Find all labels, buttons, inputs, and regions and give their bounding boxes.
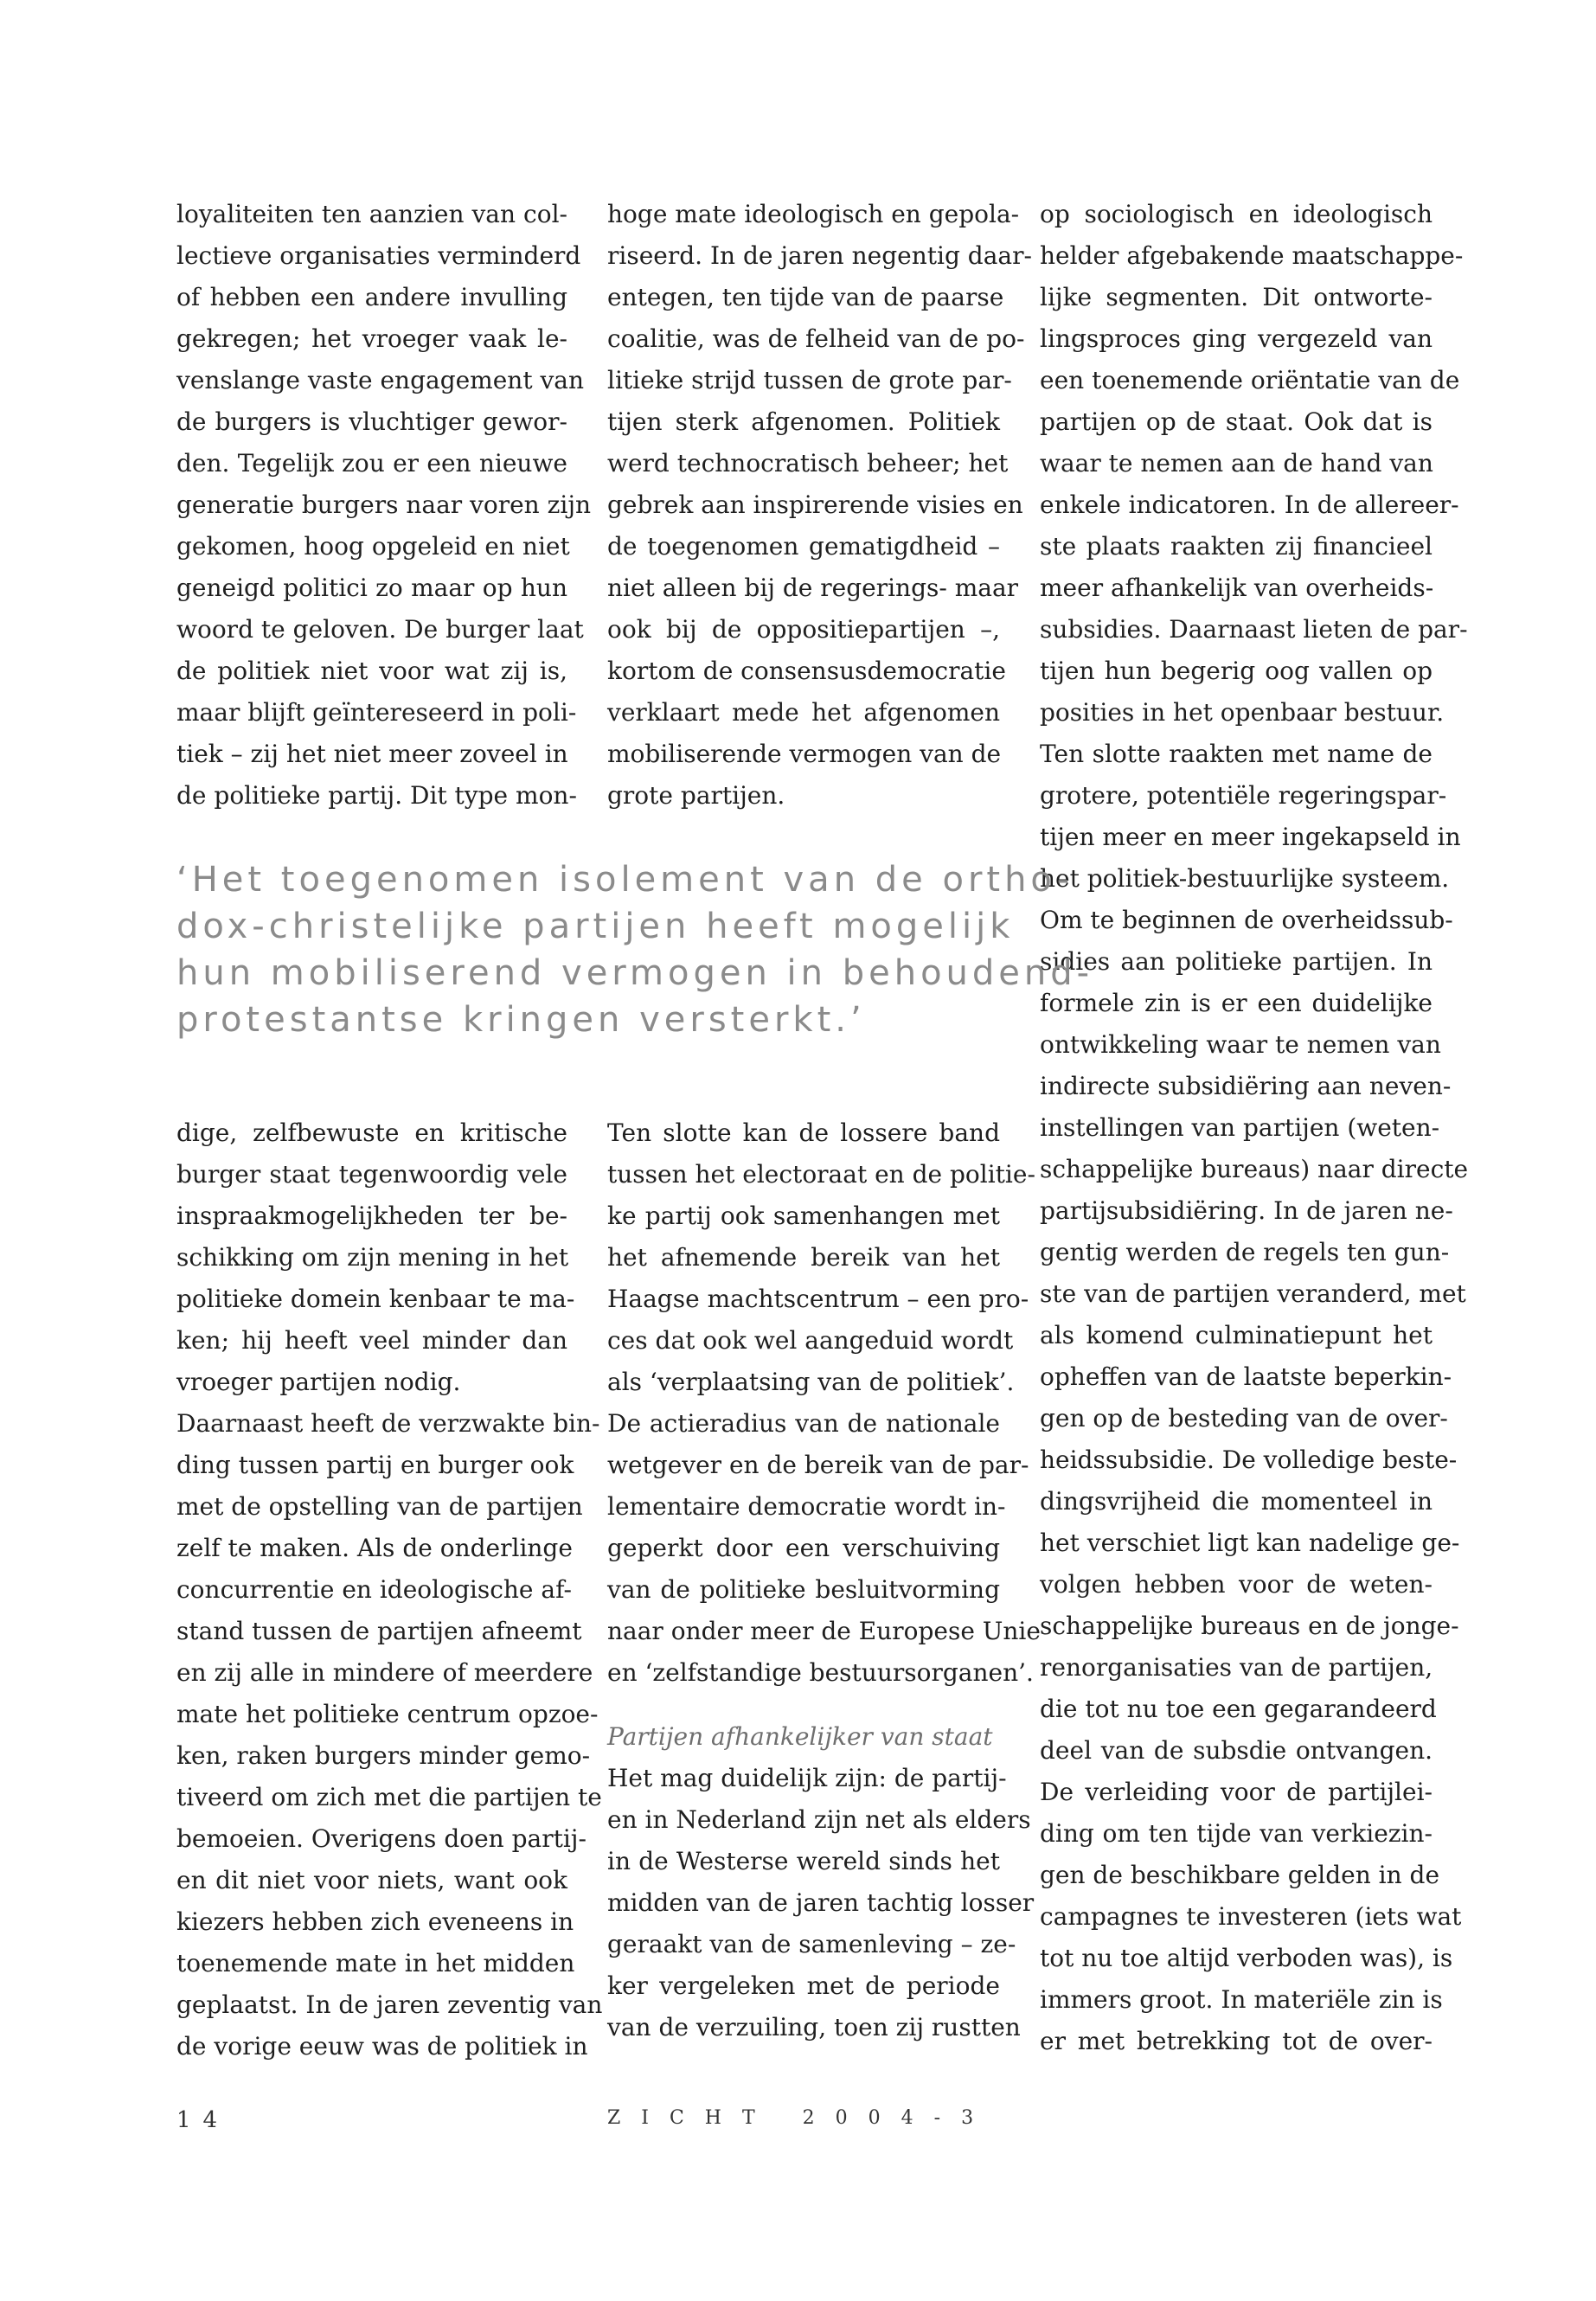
text-line: Ten slotte kan de lossere band [607, 1118, 1000, 1147]
text-line: geraakt van de samenleving – ze- [607, 1930, 1016, 1958]
text-line: ker vergeleken met de periode [607, 1971, 1000, 2000]
text-line: geperkt door een verschuiving [607, 1534, 1000, 1562]
text-line: tiek – zij het niet meer zoveel in [176, 740, 568, 768]
text-line: tiveerd om zich met die partijen te [176, 1783, 602, 1811]
text-line: posities in het openbaar bestuur. [1040, 698, 1445, 727]
text-line: campagnes te investeren (iets wat [1040, 1902, 1462, 1931]
text-line: geplaatst. In de jaren zeventig van [176, 1990, 603, 2019]
text-line: burger staat tegenwoordig vele [176, 1160, 567, 1189]
text-line: hoge mate ideologisch en gepola- [607, 200, 1020, 228]
text-line: venslange vaste engagement van [176, 366, 585, 394]
text-line: tijen hun begerig oog vallen op [1040, 657, 1433, 685]
text-line: concurrentie en ideologische af- [176, 1575, 572, 1604]
text-line: gentig werden de regels ten gun- [1040, 1238, 1450, 1266]
text-line: kiezers hebben zich eveneens in [176, 1907, 574, 1936]
text-line: ding om ten tijde van verkiezin- [1040, 1819, 1433, 1848]
text-line: in de Westerse wereld sinds het [607, 1847, 1000, 1875]
text-line: dige, zelfbewuste en kritische [176, 1118, 567, 1147]
text-line: ste van de partijen veranderd, met [1040, 1279, 1466, 1308]
text-line: gekregen; het vroeger vaak le- [176, 324, 567, 353]
text-line: inspraakmogelijkheden ter be- [176, 1202, 567, 1230]
column-2-bottom-section [607, 1758, 1035, 2048]
text-line: lingsproces ging vergezeld van [1040, 324, 1433, 353]
text-line: geneigd politici zo maar op hun [176, 574, 567, 602]
text-line: partijsubsidiëring. In de jaren ne- [1040, 1196, 1453, 1225]
text-line: volgen hebben voor de weten- [1040, 1570, 1433, 1599]
pull-quote-line: hun mobiliserend vermogen in behoudend- [176, 953, 1094, 993]
text-line: partijen op de staat. Ook dat is [1040, 407, 1433, 436]
text-line: riseerd. In de jaren negentig daar- [607, 241, 1032, 270]
text-line: tijen sterk afgenomen. Politiek [607, 407, 1000, 436]
text-line: een toenemende oriëntatie van de [1040, 366, 1460, 394]
section-subheading: Partijen afhankelijker van staat [607, 1722, 993, 1751]
text-line: grotere, potentiële regeringspar- [1040, 781, 1447, 810]
text-line: den. Tegelijk zou er een nieuwe [176, 449, 567, 478]
text-line: tijen meer en meer ingekapseld in [1040, 823, 1461, 851]
text-line: gebrek aan inspirerende visies en [607, 490, 1023, 519]
text-line: coalitie, was de felheid van de po- [607, 324, 1025, 353]
text-line: en dit niet voor niets, want ook [176, 1866, 567, 1894]
text-line: de politiek niet voor wat zij is, [176, 657, 567, 685]
text-line: mate het politieke centrum opzoe- [176, 1700, 599, 1728]
text-line: mobiliserende vermogen van de [607, 740, 1002, 768]
text-line: de vorige eeuw was de politiek in [176, 2032, 588, 2061]
text-line: Haagse machtscentrum – een pro- [607, 1285, 1029, 1313]
text-line: gekomen, hoog opgeleid en niet [176, 532, 570, 561]
text-line: grote partijen. [607, 781, 785, 810]
pull-quote-line: protestantse kringen versterkt.’ [176, 1000, 866, 1040]
text-line: er met betrekking tot de over- [1040, 2027, 1433, 2055]
column-1-bottom [176, 1112, 603, 2067]
text-line: Daarnaast heeft de verzwakte bin- [176, 1409, 600, 1438]
text-line: schappelijke bureaus) naar directe [1040, 1155, 1469, 1183]
text-line: Het mag duidelijk zijn: de partij- [607, 1764, 1007, 1792]
text-line: de burgers is vluchtiger gewor- [176, 407, 567, 436]
text-line: verklaart mede het afgenomen [607, 698, 1000, 727]
text-line: het politiek-bestuurlijke systeem. [1040, 864, 1450, 893]
text-line: gen de beschikbare gelden in de [1040, 1861, 1440, 1889]
text-line: generatie burgers naar voren zijn [176, 490, 592, 519]
text-line: of hebben een andere invulling [176, 283, 567, 311]
text-line: renorganisaties van de partijen, [1040, 1653, 1433, 1682]
text-line: het afnemende bereik van het [607, 1243, 1000, 1272]
column-2-bottom-paragraph [607, 1112, 1041, 1694]
text-line: schappelijke bureaus en de jonge- [1040, 1612, 1459, 1640]
text-line: ken; hij heeft veel minder dan [176, 1326, 567, 1355]
text-line: ken, raken burgers minder gemo- [176, 1741, 591, 1770]
text-line: ste plaats raakten zij financieel [1040, 532, 1433, 561]
text-line: gen op de besteding van de over- [1040, 1404, 1448, 1433]
pull-quote-line: ‘Het toegenomen isolement van de ortho- [176, 860, 1074, 900]
text-line: en ‘zelfstandige bestuursorganen’. [607, 1658, 1034, 1687]
text-line: als ‘verplaatsing van de politiek’. [607, 1368, 1015, 1396]
text-line: De actieradius van de nationale [607, 1409, 1000, 1438]
text-line: als komend culminatiepunt het [1040, 1321, 1433, 1349]
text-line: naar onder meer de Europese Unie [607, 1617, 1041, 1645]
text-line: lementaire democratie wordt in- [607, 1492, 1006, 1521]
text-line: van de verzuiling, toen zij rustten [607, 2013, 1021, 2041]
text-line: lectieve organisaties verminderd [176, 241, 581, 270]
text-line: De verleiding voor de partijlei- [1040, 1778, 1433, 1806]
text-line: ces dat ook wel aangeduid wordt [607, 1326, 1014, 1355]
text-line: opheffen van de laatste beperkin- [1040, 1362, 1452, 1391]
text-line: formele zin is er een duidelijke [1040, 989, 1433, 1017]
text-line: de toegenomen gematigdheid – [607, 532, 1000, 561]
text-line: ke partij ook samenhangen met [607, 1202, 1000, 1230]
text-line: en zij alle in mindere of meerdere [176, 1658, 593, 1687]
text-line: Ten slotte raakten met name de [1040, 740, 1433, 768]
text-line: deel van de subsdie ontvangen. [1040, 1736, 1433, 1765]
text-line: midden van de jaren tachtig losser [607, 1888, 1035, 1917]
text-line: immers groot. In materiële zin is [1040, 1985, 1443, 2014]
text-line: Om te beginnen de overheidssub- [1040, 906, 1453, 934]
text-line: meer afhankelijk van overheids- [1040, 574, 1434, 602]
column-1-top [176, 194, 592, 817]
pull-quote-line: dox-christelijke partijen heeft mogelijk [176, 907, 1015, 946]
text-line: werd technocratisch beheer; het [607, 449, 1009, 478]
text-line: met de opstelling van de partijen [176, 1492, 583, 1521]
text-line: tot nu toe altijd verboden was), is [1040, 1944, 1453, 1972]
text-line: loyaliteiten ten aanzien van col- [176, 200, 567, 228]
text-line: van de politieke besluitvorming [607, 1575, 1000, 1604]
text-line: de politieke partij. Dit type mon- [176, 781, 577, 810]
text-line: het verschiet ligt kan nadelige ge- [1040, 1529, 1460, 1557]
text-line: enkele indicatoren. In de allereer- [1040, 490, 1459, 519]
text-line: litieke strijd tussen de grote par- [607, 366, 1012, 394]
text-line: zelf te maken. Als de onderlinge [176, 1534, 573, 1562]
text-line: subsidies. Daarnaast lieten de par- [1040, 615, 1468, 644]
text-line: maar blijft geïntereseerd in poli- [176, 698, 577, 727]
text-line: vroeger partijen nodig. [176, 1368, 461, 1396]
text-line: dingsvrijheid die momenteel in [1040, 1487, 1433, 1516]
text-line: stand tussen de partijen afneemt [176, 1617, 582, 1645]
text-line: bemoeien. Overigens doen partij- [176, 1824, 586, 1853]
text-line: ook bij de oppositiepartijen –, [607, 615, 1000, 644]
column-3 [1040, 194, 1469, 2062]
text-line: sidies aan politieke partijen. In [1040, 947, 1433, 976]
pull-quote [176, 856, 1094, 1043]
text-line: ding tussen partij en burger ook [176, 1451, 574, 1479]
text-line: indirecte subsidiëring aan neven- [1040, 1072, 1452, 1100]
text-line: entegen, ten tijde van de paarse [607, 283, 1004, 311]
text-line: op sociologisch en ideologisch [1040, 200, 1433, 228]
text-line: en in Nederland zijn net als elders [607, 1805, 1031, 1834]
text-line: toenemende mate in het midden [176, 1949, 575, 1977]
text-line: instellingen van partijen (weten- [1040, 1113, 1440, 1142]
text-line: waar te nemen aan de hand van [1040, 449, 1433, 478]
text-line: lijke segmenten. Dit ontworte- [1040, 283, 1433, 311]
text-line: die tot nu toe een gegarandeerd [1040, 1695, 1437, 1723]
text-line: tussen het electoraat en de politie- [607, 1160, 1035, 1189]
column-2-bottom [607, 1112, 1041, 2048]
text-line: niet alleen bij de regerings- maar [607, 574, 1019, 602]
text-line: woord te geloven. De burger laat [176, 615, 584, 644]
text-line: ontwikkeling waar te nemen van [1040, 1030, 1441, 1059]
text-line: kortom de consensusdemocratie [607, 657, 1006, 685]
journal-footer: ZICHT 2004-3 [607, 2107, 995, 2129]
page-number: 14 [176, 2107, 230, 2133]
column-2-top [607, 194, 1032, 817]
text-line: heidssubsidie. De volledige beste- [1040, 1445, 1458, 1474]
text-line: wetgever en de bereik van de par- [607, 1451, 1029, 1479]
text-line: politieke domein kenbaar te ma- [176, 1285, 575, 1313]
text-line: schikking om zijn mening in het [176, 1243, 569, 1272]
text-line: helder afgebakende maatschappe- [1040, 241, 1464, 270]
